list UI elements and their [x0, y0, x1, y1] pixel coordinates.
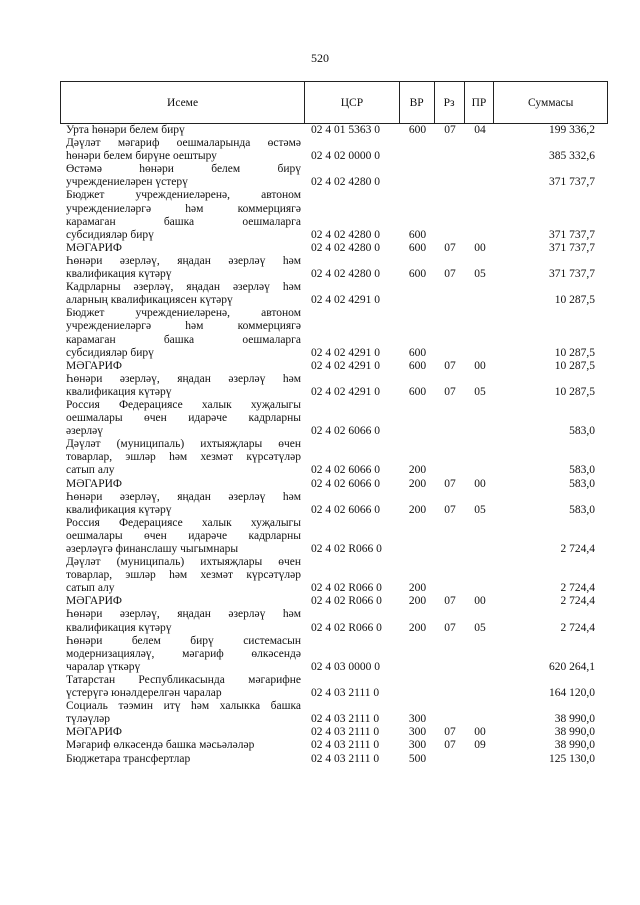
table-row — [60, 373, 608, 399]
row-name-line: әзерләүгә финанслашу чыгымнары — [66, 543, 239, 555]
row-name-line: Кадрларны әзерләү, яңадан әзерләү һәм — [66, 281, 301, 294]
row-name-line: түләүләр — [66, 713, 110, 726]
table-row — [60, 438, 608, 477]
table-row — [60, 608, 608, 634]
row-csr: 02 4 03 2111 0 — [311, 752, 380, 765]
table-row — [60, 399, 608, 438]
row-name-line: үстерүгә юнәлдерелгән чаралар — [66, 687, 222, 700]
row-vr: 300 — [408, 713, 427, 726]
row-pr: 05 — [474, 268, 486, 281]
row-vr: 200 — [408, 595, 427, 608]
row-vr: 200 — [408, 477, 427, 490]
row-rz: 07 — [444, 124, 456, 136]
table-row — [60, 242, 608, 255]
row-name-line: Һөнәри әзерләү, яңадан әзерләү һәм — [66, 608, 301, 621]
table-row — [60, 739, 608, 752]
row-sum: 583,0 — [569, 425, 595, 438]
table-row — [60, 255, 608, 281]
header-sum: Суммасы — [527, 96, 574, 109]
row-name — [60, 137, 305, 163]
row-name-line: Татарстан Республикасында мәгарифне — [66, 673, 301, 686]
row-name-line: МӘГАРИФ — [66, 726, 123, 739]
row-rz: 07 — [444, 241, 456, 254]
row-sum: 10 287,5 — [554, 294, 595, 307]
row-sum: 2 724,4 — [560, 543, 595, 555]
row-csr: 02 4 02 4291 0 — [311, 294, 380, 307]
row-name-line: Дәүләт мәгариф оешмаларында өстәмә — [66, 137, 301, 150]
row-sum: 10 287,5 — [554, 359, 595, 372]
row-name-line: Һөнәри әзерләү, яңадан әзерләү һәм — [66, 254, 301, 267]
row-name — [60, 556, 305, 595]
row-pr: 00 — [474, 726, 486, 739]
row-name — [60, 255, 305, 281]
row-name — [60, 281, 305, 307]
row-sum: 38 990,0 — [554, 726, 595, 739]
row-name-line: МӘГАРИФ — [66, 595, 123, 608]
row-rz: 07 — [444, 268, 456, 281]
table-body — [60, 124, 608, 766]
row-vr: 600 — [408, 124, 427, 136]
row-csr: 02 4 02 R066 0 — [311, 595, 382, 608]
row-vr: 600 — [408, 241, 427, 254]
row-sum: 2 724,4 — [560, 582, 595, 595]
row-name-line: МӘГАРИФ — [66, 359, 123, 372]
row-name-line: оешмалары өчен идарәче кадрларны — [66, 412, 301, 425]
row-rz: 07 — [444, 739, 456, 752]
row-name — [60, 517, 305, 556]
row-name — [60, 242, 305, 255]
row-csr: 02 4 03 2111 0 — [311, 687, 380, 700]
table-header — [60, 81, 608, 124]
row-sum: 371 737,7 — [549, 241, 595, 254]
row-name — [60, 360, 305, 373]
page-number: 520 — [311, 51, 329, 65]
row-csr: 02 4 02 6066 0 — [311, 503, 380, 516]
row-name-line: карамаган башка оешмаларга — [66, 215, 301, 228]
row-csr: 02 4 02 4280 0 — [311, 241, 380, 254]
table-row — [60, 124, 608, 137]
row-csr: 02 4 02 4291 0 — [311, 385, 380, 398]
row-sum: 164 120,0 — [549, 687, 595, 700]
row-name-line: Бюджетара трансфертлар — [66, 752, 191, 765]
row-sum: 38 990,0 — [554, 739, 595, 752]
row-name — [60, 595, 305, 608]
row-csr: 02 4 02 4291 0 — [311, 346, 380, 359]
row-sum: 10 287,5 — [554, 385, 595, 398]
row-csr: 02 4 02 4280 0 — [311, 228, 380, 241]
row-vr: 600 — [408, 359, 427, 372]
row-name-line: Һөнәри әзерләү, яңадан әзерләү һәм — [66, 372, 301, 385]
row-sum: 583,0 — [569, 464, 595, 477]
row-vr: 300 — [408, 739, 427, 752]
row-name-line: Россия Федерациясе халык хуҗалыгы — [66, 516, 301, 529]
row-name — [60, 124, 305, 137]
row-rz: 07 — [444, 503, 456, 516]
row-pr: 00 — [474, 595, 486, 608]
row-vr: 300 — [408, 726, 427, 739]
row-name-line: Өстәмә һөнәри белем бирү — [66, 163, 301, 176]
row-name-line: МӘГАРИФ — [66, 241, 123, 254]
row-name — [60, 635, 305, 674]
row-name-line: товарлар, эшләр һәм хезмәт күрсәтүләр — [66, 451, 301, 464]
row-name-line: субсидияләр бирү — [66, 346, 154, 359]
row-name — [60, 674, 305, 700]
row-name — [60, 700, 305, 726]
row-name-line: һөнәри белем бирүне оештыру — [66, 150, 217, 163]
row-name-line: сатып алу — [66, 582, 115, 595]
row-vr: 600 — [408, 346, 427, 359]
row-name-line: Урта һөнәри белем бирү — [66, 124, 185, 136]
table-row — [60, 360, 608, 373]
table-row — [60, 189, 608, 241]
table-row — [60, 726, 608, 739]
row-name — [60, 163, 305, 189]
row-rz: 07 — [444, 385, 456, 398]
table-row — [60, 137, 608, 163]
row-csr: 02 4 02 R066 0 — [311, 543, 382, 555]
row-vr: 600 — [408, 228, 427, 241]
table-row — [60, 478, 608, 491]
header-name: Исеме — [61, 82, 305, 123]
row-name — [60, 438, 305, 477]
table-row — [60, 556, 608, 595]
row-csr: 02 4 02 6066 0 — [311, 425, 380, 438]
row-name-line: квалификация күтәрү — [66, 385, 172, 398]
row-csr: 02 4 02 0000 0 — [311, 150, 380, 163]
row-name-line: Дәүләт (муниципаль) ихтыяҗлары өчен — [66, 438, 301, 451]
row-rz: 07 — [444, 477, 456, 490]
row-csr: 02 4 02 6066 0 — [311, 464, 380, 477]
table-row — [60, 753, 608, 766]
table-row — [60, 517, 608, 556]
row-rz: 07 — [444, 726, 456, 739]
row-csr: 02 4 02 4280 0 — [311, 176, 380, 189]
row-name-line: субсидияләр бирү — [66, 228, 154, 241]
row-sum: 583,0 — [569, 503, 595, 516]
row-vr: 500 — [408, 752, 427, 765]
row-name — [60, 189, 305, 241]
row-sum: 385 332,6 — [549, 150, 595, 163]
row-name-line: әзерләү — [66, 425, 103, 438]
header-rz: Рз — [435, 82, 465, 123]
row-vr: 200 — [408, 582, 427, 595]
row-pr: 05 — [474, 503, 486, 516]
row-name-line: Дәүләт (муниципаль) ихтыяҗлары өчен — [66, 556, 301, 569]
row-name — [60, 399, 305, 438]
row-sum: 583,0 — [569, 477, 595, 490]
table-row — [60, 491, 608, 517]
table-row — [60, 595, 608, 608]
row-sum: 125 130,0 — [549, 752, 595, 765]
row-pr: 05 — [474, 385, 486, 398]
row-csr: 02 4 03 0000 0 — [311, 660, 380, 673]
row-name-line: квалификация күтәрү — [66, 621, 172, 634]
row-csr: 02 4 02 R066 0 — [311, 621, 382, 634]
row-vr: 600 — [408, 385, 427, 398]
header-csr: ЦСР — [305, 82, 400, 123]
row-pr: 09 — [474, 739, 486, 752]
row-name — [60, 491, 305, 517]
row-sum: 2 724,4 — [560, 595, 595, 608]
row-name-line: Һөнәри белем бирү системасын — [66, 634, 301, 647]
row-name-line: Россия Федерациясе халык хуҗалыгы — [66, 398, 301, 411]
row-name-line: МӘГАРИФ — [66, 477, 123, 490]
row-name-line: Мәгариф өлкәсендә башка мәсьәләләр — [66, 739, 255, 752]
row-vr: 200 — [408, 503, 427, 516]
row-sum: 38 990,0 — [554, 713, 595, 726]
row-csr: 02 4 02 4291 0 — [311, 359, 380, 372]
row-name-line: квалификация күтәрү — [66, 268, 172, 281]
row-rz: 07 — [444, 359, 456, 372]
row-name-line: Бюджет учреждениеләренә, автоном — [66, 307, 301, 320]
row-name-line: учреждениеләргә һәм коммерциягә — [66, 202, 301, 215]
row-pr: 05 — [474, 621, 486, 634]
table-row — [60, 307, 608, 359]
row-name — [60, 373, 305, 399]
row-sum: 2 724,4 — [560, 621, 595, 634]
row-sum: 371 737,7 — [549, 228, 595, 241]
header-pr: ПР — [465, 82, 495, 123]
table-row — [60, 163, 608, 189]
row-rz: 07 — [444, 595, 456, 608]
row-sum: 199 336,2 — [549, 124, 595, 136]
row-vr: 200 — [408, 464, 427, 477]
row-vr: 200 — [408, 621, 427, 634]
row-name-line: квалификация күтәрү — [66, 503, 172, 516]
row-name-line: карамаган башка оешмаларга — [66, 333, 301, 346]
row-pr: 00 — [474, 359, 486, 372]
row-name-line: оешмалары өчен идарәче кадрларны — [66, 529, 301, 542]
row-name — [60, 307, 305, 359]
header-vr: ВР — [400, 82, 435, 123]
row-name-line: учреждениеләрен үстерү — [66, 176, 188, 189]
row-name — [60, 753, 305, 766]
row-csr: 02 4 02 4280 0 — [311, 268, 380, 281]
row-rz: 07 — [444, 621, 456, 634]
row-name — [60, 608, 305, 634]
row-sum: 620 264,1 — [549, 660, 595, 673]
row-csr: 02 4 03 2111 0 — [311, 713, 380, 726]
row-name-line: чаралар үткәрү — [66, 660, 141, 673]
row-csr: 02 4 01 5363 0 — [311, 124, 380, 136]
row-pr: 00 — [474, 241, 486, 254]
table-row — [60, 700, 608, 726]
row-name-line: Социаль тәэмин итү һәм халыкка башка — [66, 700, 301, 713]
row-name-line: модернизацияләү, мәгариф өлкәсендә — [66, 647, 301, 660]
row-name-line: Бюджет учреждениеләренә, автоном — [66, 189, 301, 202]
row-name-line: учреждениеләргә һәм коммерциягә — [66, 320, 301, 333]
row-sum: 371 737,7 — [549, 176, 595, 189]
row-csr: 02 4 02 R066 0 — [311, 582, 382, 595]
row-name-line: Һөнәри әзерләү, яңадан әзерләү һәм — [66, 490, 301, 503]
row-name-line: аларның квалификациясен күтәрү — [66, 294, 233, 307]
table-row — [60, 281, 608, 307]
row-name — [60, 726, 305, 739]
row-sum: 371 737,7 — [549, 268, 595, 281]
row-vr: 600 — [408, 268, 427, 281]
row-sum: 10 287,5 — [554, 346, 595, 359]
row-name-line: сатып алу — [66, 464, 115, 477]
row-csr: 02 4 02 6066 0 — [311, 477, 380, 490]
row-name — [60, 478, 305, 491]
table-row — [60, 635, 608, 674]
row-csr: 02 4 03 2111 0 — [311, 726, 380, 739]
row-name — [60, 739, 305, 752]
row-pr: 00 — [474, 477, 486, 490]
row-name-line: товарлар, эшләр һәм хезмәт күрсәтүләр — [66, 569, 301, 582]
row-pr: 04 — [474, 124, 486, 136]
table-row — [60, 674, 608, 700]
row-csr: 02 4 03 2111 0 — [311, 739, 380, 752]
